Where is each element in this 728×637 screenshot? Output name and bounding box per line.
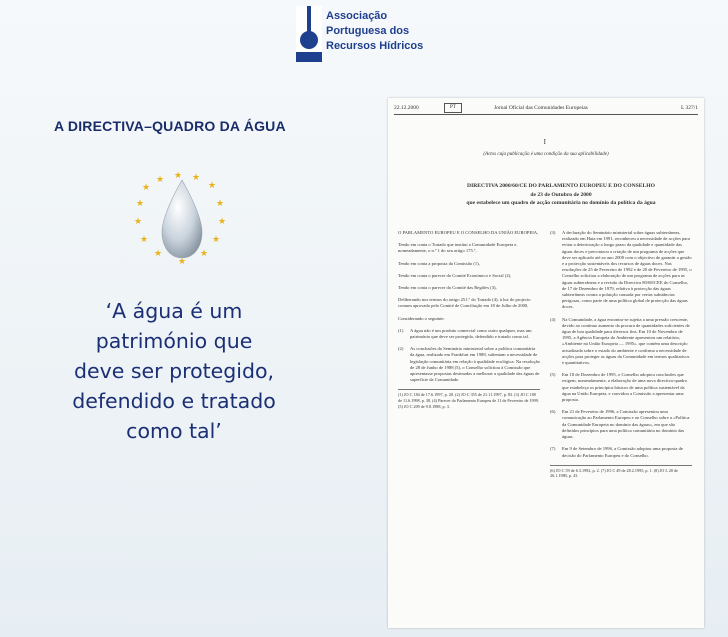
quote-line-2: património que [95,329,253,353]
doc-note: (Actos cuja publicação é uma condição da sua aplicabilidade) [483,152,609,157]
recital [550,317,692,367]
recital-text: Em 21 de Fevereiro de 1996, a Comissão apresentou uma comunicação ao Parlamento Europeu e ao Conselho sobre a «Política da Comunidade Europeia no domínio das águas», em que são definidos princípios para uma política comunitária no domínio das águas. [562,409,690,440]
directive-title-2: de 23 de Outubro de 2000 [530,191,592,198]
directive-document-image [388,98,704,628]
svg-text:★: ★ [200,249,209,259]
recital-text: Em 18 de Dezembro de 1995, o Conselho adoptou conclusões que exigem, nomeadamente, a elaboração de uma nova directiva-quadro que estabeleça os princípios básicos de uma política sustentável da água na União Europeia, e convidou a Comissão a apresentar uma proposta. [562,372,688,403]
doc-paragraph: Deliberando nos termos do artigo 251.º do Tratado (4), à luz do projecto comum aprovado pelo Comité de Conciliação em 18 de Julho de 2000, [398,297,531,309]
directive-title-3: que estabelece um quadro de acção comunitária no domínio da política da água [466,200,656,206]
recital-number: (7) [550,446,556,452]
svg-text:★: ★ [156,175,165,185]
recital-text: Na Comunidade, a água encontra-se sujeita a uma pressão crescente, devido ao contínuo aumento da procura de quantidades suficientes de água de boa qualidade para diversos fins. Em 10 de Novembro de 1995, a Agência Europeia do Ambiente apresentou um relatório, «Ambiente na União Europeia — 1995», que contém uma descrição actualizada sobre o estado do ambiente e confirma a necessidade de acções para proteger as águas da Comunidade em termos qualitativos e quantitativos. [562,316,690,366]
svg-text:★: ★ [218,217,227,227]
water-drop-stars-image [128,172,236,268]
quote-line-1: ‘A água é um [105,299,243,323]
doc-page: L 327/1 [680,105,698,111]
aprh-logo [296,6,322,62]
doc-left-column [398,230,540,409]
org-line-2: Portuguesa dos [326,25,410,37]
doc-lang-badge: PT [444,103,462,113]
doc-paragraph: Tendo em conta o parecer do Comité das Regiões (3), [398,285,497,291]
svg-text:★: ★ [136,199,145,209]
org-line-1: Associação [326,10,388,22]
footnotes: (1) JO C 184 de 17.6.1997, p. 20. (2) JO C 355 de 21.11.1997, p. 83. (3) JO C 180 de 11.6.1998, p. 38. (4) Parecer do Parlamento Europeu de 11 de Fevereiro de 1999. (5) JO C 209 de 9.8.1988, p. 3. [398,389,540,409]
svg-text:★: ★ [134,217,143,227]
doc-paragraph: Tendo em conta a proposta da Comissão (1), [398,260,480,266]
svg-text:★: ★ [142,183,151,193]
doc-paragraph: Tendo em conta o Tratado que institui a Comunidade Europeia e, nomeadamente, o n.º 1 do seu artigo 175.º, [398,242,518,254]
doc-section-number: I [543,138,546,146]
recital-number: (5) [550,372,556,378]
doc-paragraph: O PARLAMENTO EUROPEU E O CONSELHO DA UNIÃO EUROPEIA, [398,230,539,235]
svg-text:★: ★ [140,235,149,245]
recital [398,328,540,340]
org-line-3: Recursos Hídricos [326,40,424,52]
svg-text:★: ★ [216,199,225,209]
recital-number: (3) [550,230,556,235]
recital-text: Em 9 de Setembro de 1996, a Comissão adoptou uma proposta de decisão do Parlamento Europeu e do Conselho. [562,446,683,458]
recital-text: A declaração do Seminário ministerial sobre águas subterrâneas, realizado em Haia em 1991, reconheceu a necessidade de acções para evitar a deterioração a longo prazo da qualidade e quantidade das águas doces e preconizou a criação de um programa de acções que deve ser aplicado até ao ano 2000 com o objectivo de garantir a gestão e a protecção sustentáveis dos recursos de águas doces. Nas resoluções de 25 de Fevereiro de 1992 e de 20 de Fevereiro de 1995, o Conselho solicitou a elaboração de um programa de acções para as águas subterrâneas e a revisão da Directiva 80/68/CEE do Conselho, de 17 de Dezembro de 1979, relativa à protecção das águas subterrâneas contra a poluição causada por certas substâncias perigosas, como parte de uma política global de protecção das águas doces. [562,230,692,310]
svg-text:★: ★ [174,172,183,181]
quote [54,296,294,446]
svg-text:★: ★ [208,181,217,191]
organization-name [326,9,423,54]
doc-paragraph: Tendo em conta o parecer do Comité Económico e Social (2), [398,272,512,278]
header-rule [394,114,698,115]
quote-line-4: defendido e tratado [72,389,276,413]
directive-title-1: DIRECTIVA 2000/60/CE DO PARLAMENTO EUROPEU E DO CONSELHO [467,183,655,189]
directive-title [428,182,694,208]
svg-text:★: ★ [178,257,187,267]
footnotes: (6) JO C 59 de 6.3.1992, p. 2. (7) JO C 49 de 28.2.1995, p. 1. (8) JO L 20 de 26.1.1980, p. 43. [550,465,692,479]
recital [398,346,540,383]
page-title: A DIRECTIVA–QUADRO DA ÁGUA [54,118,286,134]
recital-text: A água não é um produto comercial como outro qualquer, mas um património que deve ser protegido, defendido e tratado como tal. [410,327,532,340]
recital-number: (4) [550,316,556,322]
recital [550,372,692,403]
doc-journal: Jornal Oficial das Comunidades Europeias [494,105,588,111]
recital [550,446,692,458]
doc-right-column [550,230,692,479]
recital-number: (6) [550,409,556,415]
quote-line-3: deve ser protegido, [73,359,275,383]
recital-number: (2) [398,346,404,352]
recital [550,230,692,311]
svg-text:★: ★ [212,235,221,245]
quote-line-5: como tal’ [126,419,222,443]
svg-text:★: ★ [154,249,163,259]
doc-paragraph: Considerando o seguinte: [398,315,445,321]
recital [550,409,692,440]
recital-text: As conclusões do Seminário ministerial sobre a política comunitária da água, realizado em Frankfurt em 1988, salientam a necessidade de legislação comunitária em relação à qualidade ecológica. Na resolução de 28 de Junho de 1988 (5), o Conselho solicitou à Comissão que apresentasse propostas destinadas a melhorar a qualidade das águas de superfície da Comunidade. [410,346,540,383]
recital-number: (1) [398,327,404,333]
svg-text:★: ★ [192,173,201,183]
doc-date: 22.12.2000 [394,105,419,111]
